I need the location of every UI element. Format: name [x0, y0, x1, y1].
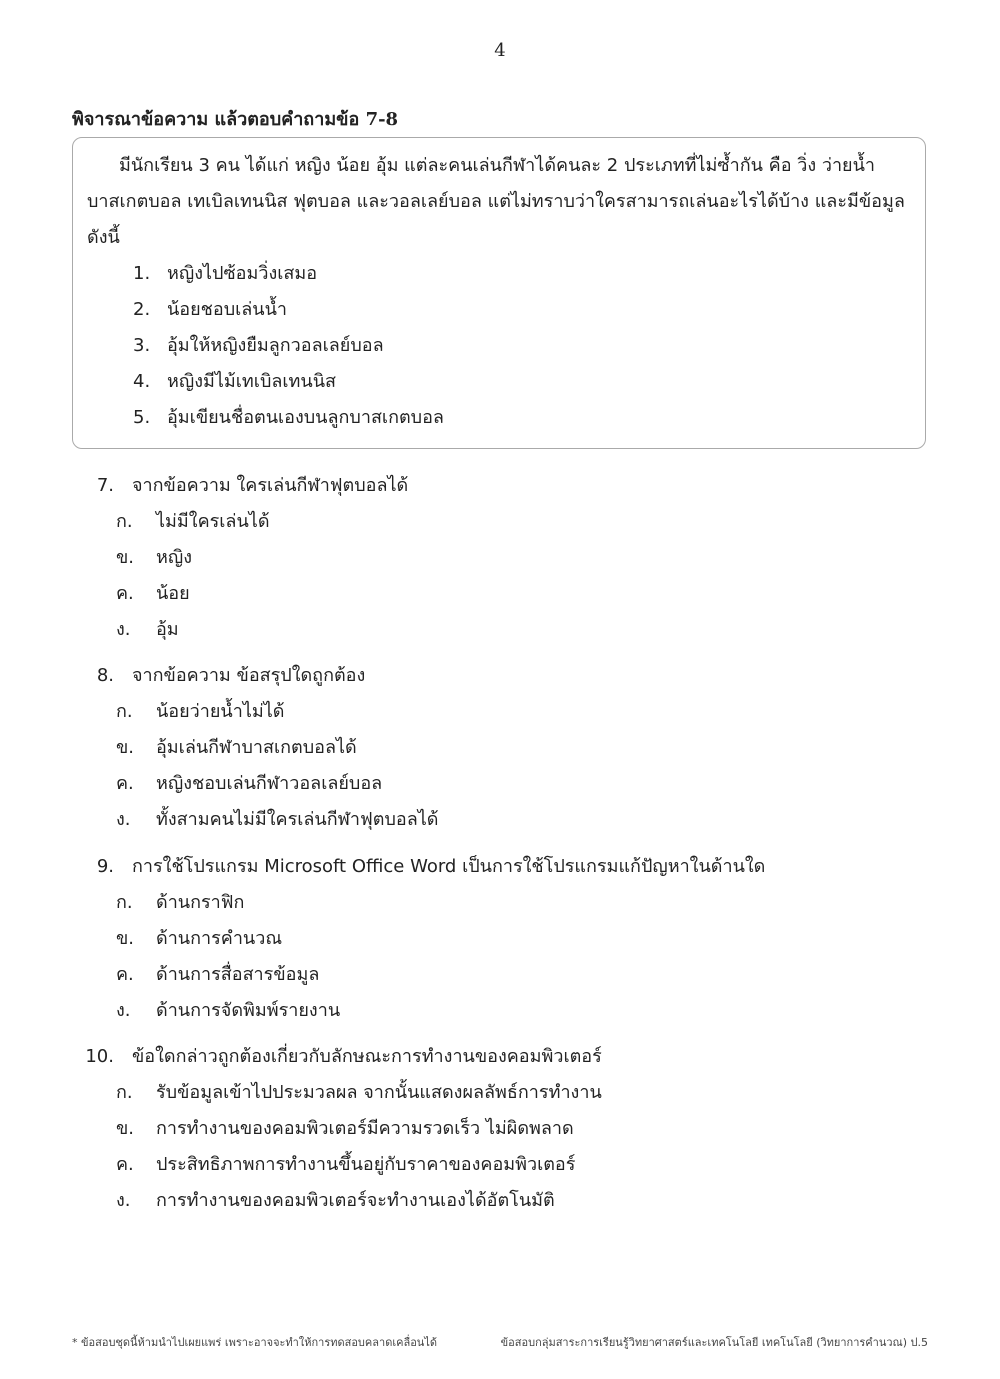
- option[interactable]: [116, 766, 382, 802]
- passage-box: [72, 137, 926, 449]
- question-text: ข้อใดกล่าวถูกต้องเกี่ยวกับลักษณะการทำงานของคอมพิวเตอร์: [132, 1046, 602, 1067]
- question-9: [72, 849, 932, 885]
- option-text: อุ้มเล่นกีฬาบาสเกตบอลได้: [156, 737, 357, 758]
- option[interactable]: [116, 504, 270, 540]
- option-text: ด้านการจัดพิมพ์รายงาน: [156, 1000, 341, 1021]
- option-label: ง.: [116, 809, 131, 830]
- question-number: 10.: [85, 1046, 114, 1067]
- fact-number: 2.: [133, 299, 151, 320]
- option-text: ด้านกราฟิก: [156, 892, 245, 913]
- footer-disclaimer: * ข้อสอบชุดนี้ห้ามนำไปเผยแพร่ เพราะอาจจะทำให้การทดสอบคลาดเคลื่อนได้: [72, 1336, 437, 1349]
- page-number: 4: [494, 40, 506, 61]
- option-text: ด้านการคำนวณ: [156, 928, 283, 949]
- fact-text: หญิงไปซ้อมวิ่งเสมอ: [167, 263, 318, 284]
- question-number: 7.: [96, 475, 114, 496]
- option-text: การทำงานของคอมพิวเตอร์จะทำงานเองได้อัตโนมัติ: [156, 1190, 555, 1211]
- option[interactable]: [116, 730, 357, 766]
- option-label: ง.: [116, 619, 131, 640]
- option-label: ค.: [116, 1154, 134, 1175]
- option[interactable]: [116, 802, 438, 838]
- option-label: ค.: [116, 964, 134, 985]
- option[interactable]: [116, 694, 285, 730]
- option-text: รับข้อมูลเข้าไปประมวลผล จากนั้นแสดงผลลัพธ์การทำงาน: [156, 1082, 602, 1103]
- question-text: การใช้โปรแกรม Microsoft Office Word เป็นการใช้โปรแกรมแก้ปัญหาในด้านใด: [132, 856, 766, 877]
- question-text: จากข้อความ ข้อสรุปใดถูกต้อง: [132, 665, 366, 686]
- option[interactable]: [116, 1075, 602, 1111]
- section-heading: พิจารณาข้อความ แล้วตอบคำถามข้อ 7-8: [72, 109, 399, 130]
- option-label: ง.: [116, 1000, 131, 1021]
- option-text: อุ้ม: [156, 619, 179, 640]
- fact-text: หญิงมีไม้เทเบิลเทนนิส: [167, 371, 337, 392]
- fact-item: [133, 328, 384, 364]
- option-label: ข.: [116, 928, 135, 949]
- option-label: ก.: [116, 1082, 133, 1103]
- option-label: ค.: [116, 773, 134, 794]
- option-text: ประสิทธิภาพการทำงานขึ้นอยู่กับราคาของคอมพิวเตอร์: [156, 1154, 576, 1175]
- passage-text: มีนักเรียน 3 คน ได้แก่ หญิง น้อย อุ้ม แต่ละคนเล่นกีฬาได้คนละ 2 ประเภทที่ไม่ซ้ำกัน คือ วิ่ง ว่ายน้ำ บาสเกตบอล เทเบิลเทนนิส ฟุตบอล และวอลเลย์บอล แต่ไม่ทราบว่าใครสามารถเล่นอะไรได้บ้าง และมีข้อมูลดังนี้: [87, 155, 905, 248]
- option[interactable]: [116, 1183, 555, 1219]
- option-label: ก.: [116, 701, 133, 722]
- option-label: ข.: [116, 737, 135, 758]
- option[interactable]: [116, 1111, 574, 1147]
- question-number: 8.: [96, 665, 114, 686]
- option-text: หญิงชอบเล่นกีฬาวอลเลย์บอล: [156, 773, 383, 794]
- fact-item: [133, 292, 287, 328]
- question-10: [72, 1039, 932, 1075]
- question-8: [72, 658, 932, 694]
- option-label: ค.: [116, 583, 134, 604]
- fact-number: 1.: [133, 263, 151, 284]
- fact-number: 3.: [133, 335, 151, 356]
- option-label: ข.: [116, 547, 135, 568]
- fact-text: อุ้มเขียนชื่อตนเองบนลูกบาสเกตบอล: [167, 407, 444, 428]
- option[interactable]: [116, 957, 319, 993]
- option-text: ด้านการสื่อสารข้อมูล: [156, 964, 320, 985]
- option[interactable]: [116, 885, 244, 921]
- question-7: [72, 468, 932, 504]
- fact-number: 4.: [133, 371, 151, 392]
- fact-item: [133, 400, 444, 436]
- option[interactable]: [116, 921, 282, 957]
- option-label: ก.: [116, 511, 133, 532]
- option[interactable]: [116, 993, 340, 1029]
- fact-item: [133, 256, 317, 292]
- fact-text: อุ้มให้หญิงยืมลูกวอลเลย์บอล: [167, 335, 384, 356]
- question-text: จากข้อความ ใครเล่นกีฬาฟุตบอลได้: [132, 475, 409, 496]
- option-label: ข.: [116, 1118, 135, 1139]
- option-text: น้อยว่ายน้ำไม่ได้: [156, 701, 285, 722]
- option-text: น้อย: [156, 583, 190, 604]
- fact-item: [133, 364, 336, 400]
- option-label: ก.: [116, 892, 133, 913]
- option-text: การทำงานของคอมพิวเตอร์มีความรวดเร็ว ไม่ผิดพลาด: [156, 1118, 574, 1139]
- option[interactable]: [116, 540, 192, 576]
- option-text: ทั้งสามคนไม่มีใครเล่นกีฬาฟุตบอลได้: [156, 809, 439, 830]
- option-text: ไม่มีใครเล่นได้: [156, 511, 270, 532]
- option[interactable]: [116, 1147, 575, 1183]
- option[interactable]: [116, 612, 179, 648]
- fact-text: น้อยชอบเล่นน้ำ: [167, 299, 288, 320]
- option[interactable]: [116, 576, 190, 612]
- option-label: ง.: [116, 1190, 131, 1211]
- question-number: 9.: [96, 856, 114, 877]
- option-text: หญิง: [156, 547, 192, 568]
- footer-subject: ข้อสอบกลุ่มสาระการเรียนรู้วิทยาศาสตร์และเทคโนโลยี เทคโนโลยี (วิทยาการคำนวณ) ป.5: [500, 1336, 928, 1349]
- fact-number: 5.: [133, 407, 151, 428]
